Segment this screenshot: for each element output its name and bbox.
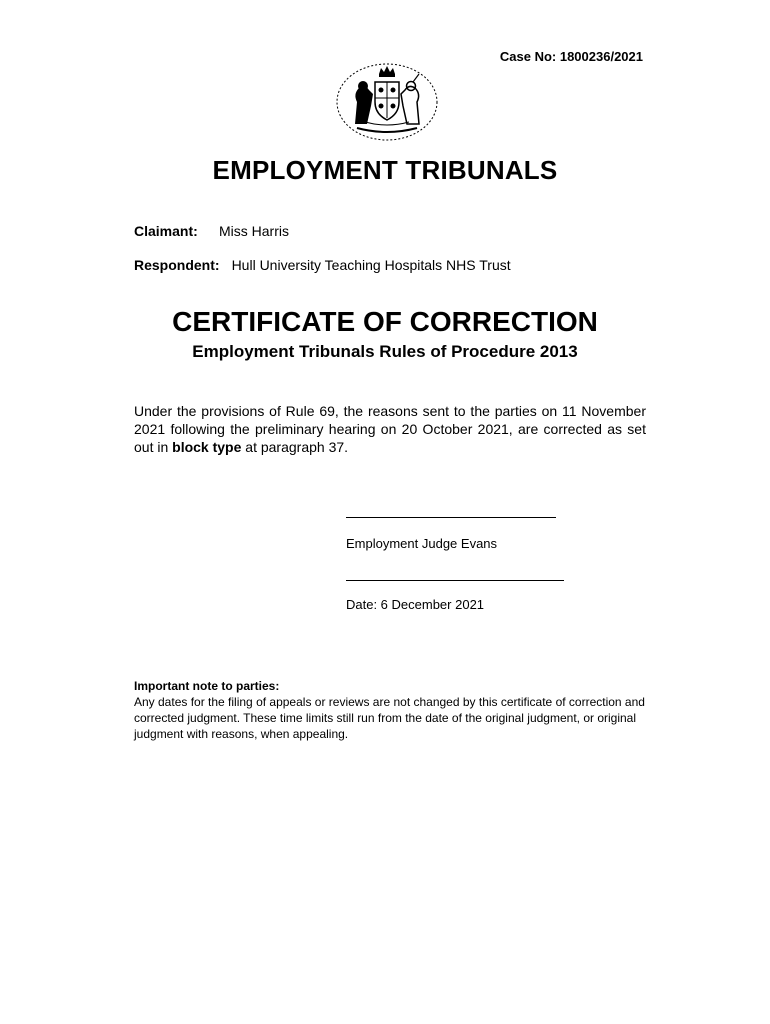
signature-date: Date: 6 December 2021 [346,597,485,612]
body-paragraph [134,402,646,456]
signature-line [346,517,556,518]
respondent-label: Respondent: [134,257,220,273]
note-heading: Important note to parties: [134,679,280,693]
claimant-row [134,223,289,239]
claimant-label: Claimant: [134,223,198,239]
royal-coat-of-arms-icon [335,62,439,142]
judge-name: Employment Judge Evans [346,536,498,551]
certificate-subtitle: Employment Tribunals Rules of Procedure 2013 [192,342,578,361]
claimant-value: Miss Harris [219,223,289,239]
body-text-part1: Under the provisions of Rule 69, the reasons sent to the parties on 11 November 2021 following the preliminary hearing on 20 October 2021, are corrected as set out in [134,403,646,455]
page-title: EMPLOYMENT TRIBUNALS [212,155,558,185]
date-line [346,580,564,581]
respondent-value: Hull University Teaching Hospitals NHS Trust [231,257,511,273]
certificate-title: CERTIFICATE OF CORRECTION [172,306,598,337]
note-text: Any dates for the filing of appeals or reviews are not changed by this certificate of correction and corrected judgment. These time limits still run from the date of the original judgment, or original judgment with reasons, when appealing. [134,695,645,741]
case-number: Case No: 1800236/2021 [499,49,643,64]
respondent-row [134,257,511,273]
body-text-part2: at paragraph 37. [241,439,349,455]
body-text-bold: block type [172,439,242,455]
important-note [134,678,646,742]
